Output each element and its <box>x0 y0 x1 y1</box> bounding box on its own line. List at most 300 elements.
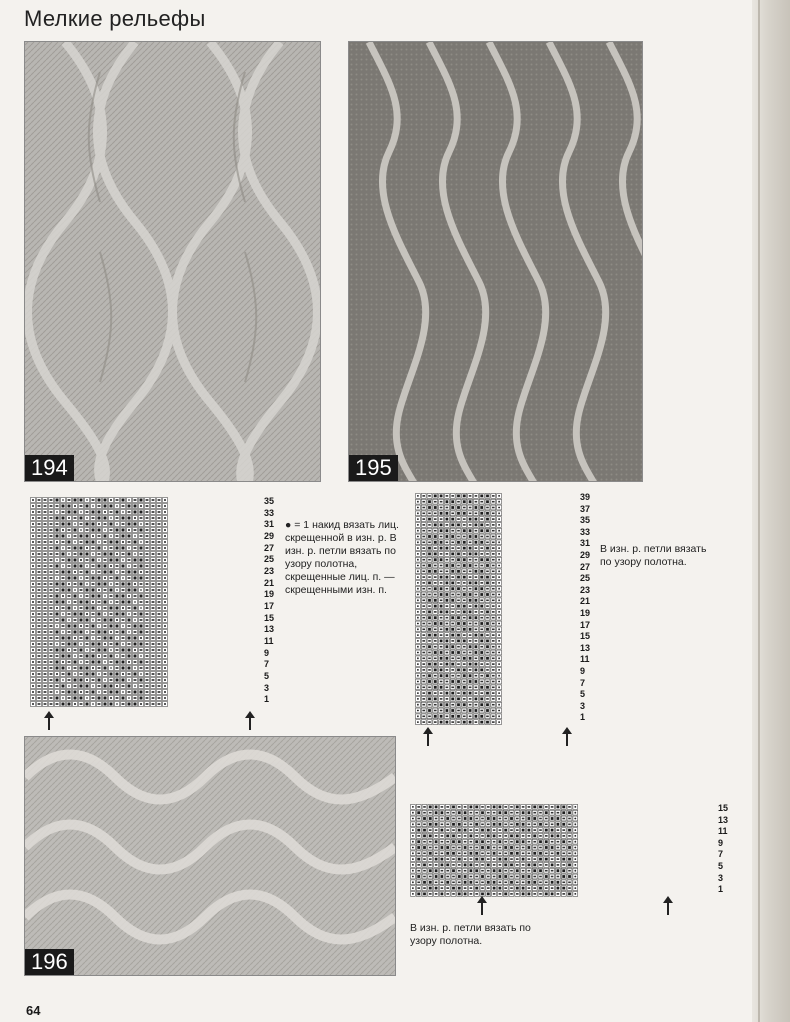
chart-cell <box>474 627 479 632</box>
chart-cell <box>439 650 444 655</box>
chart-cell <box>73 630 78 635</box>
chart-cell <box>433 569 438 574</box>
chart-cell <box>55 648 60 653</box>
chart-cell <box>456 679 461 684</box>
chart-cell <box>491 586 496 591</box>
chart-cell <box>103 576 108 581</box>
chart-cell <box>127 618 132 623</box>
chart-cell <box>49 594 54 599</box>
chart-cell <box>55 606 60 611</box>
chart-cell <box>79 654 84 659</box>
row-number: 15 <box>580 631 591 642</box>
chart-cell <box>485 546 490 551</box>
chart-cell <box>538 845 543 850</box>
chart-cell <box>37 606 42 611</box>
chart-cell <box>151 696 156 701</box>
chart-cell <box>61 576 66 581</box>
chart-cell <box>133 678 138 683</box>
chart-cell <box>85 522 90 527</box>
chart-cell <box>550 880 555 885</box>
chart-cell <box>440 816 445 821</box>
chart-cell <box>445 673 450 678</box>
chart-cell <box>486 828 491 833</box>
chart-cell <box>434 851 439 856</box>
chart-cell <box>163 624 168 629</box>
chart-cell <box>43 540 48 545</box>
chart-cell <box>469 839 474 844</box>
chart-cell <box>450 575 455 580</box>
chart-cell <box>55 552 60 557</box>
chart-cell <box>85 612 90 617</box>
chart-cell <box>67 654 72 659</box>
chart-cell <box>55 582 60 587</box>
chart-cell <box>485 610 490 615</box>
chart-cell <box>550 810 555 815</box>
chart-cell <box>85 504 90 509</box>
chart-cell <box>456 534 461 539</box>
chart-cell <box>121 654 126 659</box>
chart-cell <box>485 691 490 696</box>
chart-cell <box>67 498 72 503</box>
chart-cell <box>503 886 508 891</box>
chart-cell <box>556 839 561 844</box>
chart-cell <box>474 845 479 850</box>
chart-cell <box>416 863 421 868</box>
chart-cell <box>509 810 514 815</box>
chart-cell <box>133 600 138 605</box>
chart-cell <box>497 592 502 597</box>
chart-cell <box>474 851 479 856</box>
chart-cell <box>49 540 54 545</box>
chart-cell <box>416 685 421 690</box>
chart-cell <box>450 569 455 574</box>
chart-cell <box>498 886 503 891</box>
chart-cell <box>573 822 578 827</box>
chart-cell <box>451 874 456 879</box>
chart-cell <box>479 639 484 644</box>
chart-cell <box>527 868 532 873</box>
chart-cell <box>479 505 484 510</box>
chart-cell <box>416 644 421 649</box>
chart-cell <box>109 528 114 533</box>
chart-cell <box>79 558 84 563</box>
chart-cell <box>515 805 520 810</box>
chart-cell <box>509 851 514 856</box>
chart-cell <box>497 714 502 719</box>
chart-cell <box>427 557 432 562</box>
chart-cell <box>544 839 549 844</box>
arrow-up-icon <box>667 902 669 915</box>
chart-cell <box>532 834 537 839</box>
chart-cell <box>480 828 485 833</box>
chart-cell <box>457 874 462 879</box>
chart-cell <box>73 678 78 683</box>
chart-cell <box>434 857 439 862</box>
chart-cell <box>538 892 543 897</box>
chart-cell <box>151 552 156 557</box>
chart-cell <box>509 805 514 810</box>
chart-cell <box>479 708 484 713</box>
chart-cell <box>97 690 102 695</box>
chart-cell <box>43 648 48 653</box>
chart-cell <box>411 886 416 891</box>
chart-cell <box>462 563 467 568</box>
chart-cell <box>416 845 421 850</box>
chart-cell <box>515 868 520 873</box>
chart-cell <box>79 576 84 581</box>
chart-cell <box>109 522 114 527</box>
chart-cell <box>163 666 168 671</box>
chart-cell <box>109 666 114 671</box>
chart-cell <box>79 510 84 515</box>
chart-cell <box>450 517 455 522</box>
chart-cell <box>127 678 132 683</box>
chart-cell <box>157 582 162 587</box>
chart-cell <box>421 586 426 591</box>
chart-cell <box>497 662 502 667</box>
chart-cell <box>103 498 108 503</box>
chart-cell <box>115 660 120 665</box>
chart-cell <box>439 621 444 626</box>
chart-cell <box>37 696 42 701</box>
chart-cell <box>151 690 156 695</box>
chart-cell <box>67 612 72 617</box>
chart-cell <box>61 642 66 647</box>
chart-cell <box>115 522 120 527</box>
chart-cell <box>97 594 102 599</box>
chart-cell <box>411 868 416 873</box>
chart-cell <box>139 588 144 593</box>
chart-cell <box>121 612 126 617</box>
chart-cell <box>521 886 526 891</box>
chart-cell <box>573 839 578 844</box>
chart-cell <box>151 558 156 563</box>
chart-cell <box>491 656 496 661</box>
chart-cell <box>91 618 96 623</box>
chart-cell <box>145 582 150 587</box>
chart-cell <box>61 528 66 533</box>
chart-cell <box>55 522 60 527</box>
chart-cell <box>428 834 433 839</box>
chart-cell <box>43 612 48 617</box>
row-number: 1 <box>264 694 270 705</box>
chart-cell <box>485 505 490 510</box>
chart-cell <box>469 886 474 891</box>
chart-cell <box>151 642 156 647</box>
chart-cell <box>49 648 54 653</box>
chart-cell <box>440 892 445 897</box>
chart-cell <box>527 845 532 850</box>
chart-cell <box>37 540 42 545</box>
chart-cell <box>157 576 162 581</box>
chart-cell <box>31 522 36 527</box>
chart-cell <box>462 708 467 713</box>
chart-cell <box>49 702 54 707</box>
chart-cell <box>445 805 450 810</box>
chart-cell <box>67 570 72 575</box>
chart-cell <box>474 557 479 562</box>
chart-cell <box>462 540 467 545</box>
chart-cell <box>450 656 455 661</box>
chart-cell <box>151 576 156 581</box>
chart-cell <box>151 540 156 545</box>
chart-cell <box>416 708 421 713</box>
chart-cell <box>416 528 421 533</box>
chart-cell <box>163 570 168 575</box>
chart-cell <box>103 702 108 707</box>
chart-cell <box>503 828 508 833</box>
chart-cell <box>31 498 36 503</box>
chart-cell <box>497 540 502 545</box>
chart-cell <box>486 886 491 891</box>
chart-cell <box>133 522 138 527</box>
chart-cell <box>497 586 502 591</box>
chart-cell <box>433 604 438 609</box>
chart-cell <box>492 810 497 815</box>
chart-cell <box>527 880 532 885</box>
chart-cell <box>103 636 108 641</box>
chart-cell <box>31 534 36 539</box>
chart-cell <box>67 600 72 605</box>
chart-cell <box>445 552 450 557</box>
chart-cell <box>486 845 491 850</box>
chart-cell <box>31 504 36 509</box>
chart-cell <box>434 805 439 810</box>
chart-cell <box>421 615 426 620</box>
chart-cell <box>427 499 432 504</box>
chart-cell <box>79 678 84 683</box>
chart-cell <box>139 636 144 641</box>
chart-cell <box>43 684 48 689</box>
chart-cell <box>31 528 36 533</box>
chart-cell <box>421 627 426 632</box>
chart-cell <box>439 662 444 667</box>
chart-cell <box>469 816 474 821</box>
chart-cell <box>49 570 54 575</box>
chart-cell <box>157 678 162 683</box>
chart-cell <box>85 684 90 689</box>
chart-cell <box>427 581 432 586</box>
chart-cell <box>573 886 578 891</box>
chart-cell <box>462 592 467 597</box>
chart-cell <box>85 528 90 533</box>
chart-cell <box>433 546 438 551</box>
row-number: 9 <box>580 666 586 676</box>
chart-cell <box>468 714 473 719</box>
chart-cell <box>127 594 132 599</box>
chart-cell <box>456 668 461 673</box>
chart-cell <box>103 516 108 521</box>
chart-cell <box>532 880 537 885</box>
chart-cell <box>115 642 120 647</box>
chart-cell <box>474 857 479 862</box>
chart-cell <box>485 563 490 568</box>
chart-cell <box>427 540 432 545</box>
chart-cell <box>456 697 461 702</box>
chart-cell <box>556 863 561 868</box>
chart-cell <box>151 612 156 617</box>
chart-cell <box>463 874 468 879</box>
chart-cell <box>474 540 479 545</box>
chart-cell <box>73 612 78 617</box>
chart-cell <box>451 857 456 862</box>
chart-cell <box>61 540 66 545</box>
chart-cell <box>416 639 421 644</box>
chart-cell <box>55 696 60 701</box>
chart-cell <box>421 668 426 673</box>
chart-cell <box>556 834 561 839</box>
chart-cell <box>462 714 467 719</box>
chart-cell <box>127 498 132 503</box>
chart-cell <box>440 810 445 815</box>
chart-cell <box>479 615 484 620</box>
chart-cell <box>151 606 156 611</box>
chart-cell <box>556 822 561 827</box>
chart-cell <box>127 588 132 593</box>
chart-cell <box>469 851 474 856</box>
chart-cell <box>411 845 416 850</box>
chart-cell <box>567 828 572 833</box>
chart-cell <box>91 570 96 575</box>
chart-cell <box>462 656 467 661</box>
chart-cell <box>497 697 502 702</box>
chart-cell <box>67 546 72 551</box>
chart-cell <box>439 668 444 673</box>
chart-cell <box>163 552 168 557</box>
chart-cell <box>151 516 156 521</box>
chart-cell <box>67 642 72 647</box>
chart-cell <box>49 630 54 635</box>
chart-cell <box>521 839 526 844</box>
chart-cell <box>474 697 479 702</box>
chart-cell <box>55 600 60 605</box>
chart-cell <box>121 702 126 707</box>
chart-cell <box>485 708 490 713</box>
chart-cell <box>573 845 578 850</box>
chart-cell <box>43 576 48 581</box>
chart-cell <box>521 880 526 885</box>
chart-cell <box>73 696 78 701</box>
chart-cell <box>544 822 549 827</box>
chart-cell <box>127 660 132 665</box>
chart-cell <box>73 582 78 587</box>
chart-cell <box>573 892 578 897</box>
chart-cell <box>486 810 491 815</box>
chart-cell <box>445 494 450 499</box>
chart-cell <box>521 828 526 833</box>
chart-cell <box>416 886 421 891</box>
chart-cell <box>485 592 490 597</box>
chart-cell <box>456 604 461 609</box>
chart-cell <box>491 697 496 702</box>
chart-cell <box>456 662 461 667</box>
chart-cell <box>67 696 72 701</box>
chart-cell <box>49 666 54 671</box>
row-number: 3 <box>264 682 270 693</box>
chart-cell <box>133 510 138 515</box>
chart-cell <box>61 504 66 509</box>
chart-cell <box>79 564 84 569</box>
chart-cell <box>485 720 490 725</box>
chart-cell <box>468 494 473 499</box>
chart-cell <box>67 558 72 563</box>
chart-cell <box>121 540 126 545</box>
chart-cell <box>509 839 514 844</box>
chart-cell <box>538 886 543 891</box>
chart-cell <box>416 557 421 562</box>
chart-cell <box>91 660 96 665</box>
chart-cell <box>61 534 66 539</box>
chart-cell <box>456 523 461 528</box>
chart-cell <box>79 570 84 575</box>
chart-cell <box>474 702 479 707</box>
chart-cell <box>91 516 96 521</box>
chart-cell <box>474 586 479 591</box>
chart-cell <box>121 552 126 557</box>
chart-cell <box>433 563 438 568</box>
chart-cell <box>497 528 502 533</box>
chart-cell <box>433 639 438 644</box>
chart-cell <box>133 498 138 503</box>
chart-cell <box>73 672 78 677</box>
chart-cell <box>157 654 162 659</box>
chart-cell <box>163 696 168 701</box>
chart-cell <box>115 702 120 707</box>
chart-cell <box>439 575 444 580</box>
chart-cell <box>450 650 455 655</box>
chart-cell <box>544 880 549 885</box>
chart-cell <box>103 546 108 551</box>
chart-cell <box>428 805 433 810</box>
chart-cell <box>521 845 526 850</box>
chart-cell <box>37 600 42 605</box>
chart-cell <box>61 516 66 521</box>
row-number: 17 <box>580 619 591 630</box>
chart-cell <box>416 523 421 528</box>
chart-cell <box>79 642 84 647</box>
chart-cell <box>427 633 432 638</box>
chart-cell <box>85 552 90 557</box>
chart-cell <box>73 540 78 545</box>
chart-cell <box>67 594 72 599</box>
chart-cell <box>127 504 132 509</box>
chart-cell <box>445 822 450 827</box>
chart-cell <box>433 644 438 649</box>
chart-cell <box>456 621 461 626</box>
chart-cell <box>532 851 537 856</box>
chart-cell <box>151 636 156 641</box>
chart-cell <box>103 570 108 575</box>
chart-cell <box>463 851 468 856</box>
chart-cell <box>157 600 162 605</box>
chart-cell <box>31 702 36 707</box>
chart-cell <box>427 627 432 632</box>
chart-cell <box>49 624 54 629</box>
chart-cell <box>133 624 138 629</box>
chart-cell <box>73 498 78 503</box>
chart-cell <box>145 642 150 647</box>
chart-cell <box>497 563 502 568</box>
chart-cell <box>498 834 503 839</box>
chart-cell <box>49 672 54 677</box>
chart-cell <box>433 528 438 533</box>
chart-cell <box>463 828 468 833</box>
chart-cell <box>439 604 444 609</box>
chart-cell <box>121 564 126 569</box>
chart-cell <box>91 696 96 701</box>
chart-cell <box>91 690 96 695</box>
chart-cell <box>139 504 144 509</box>
